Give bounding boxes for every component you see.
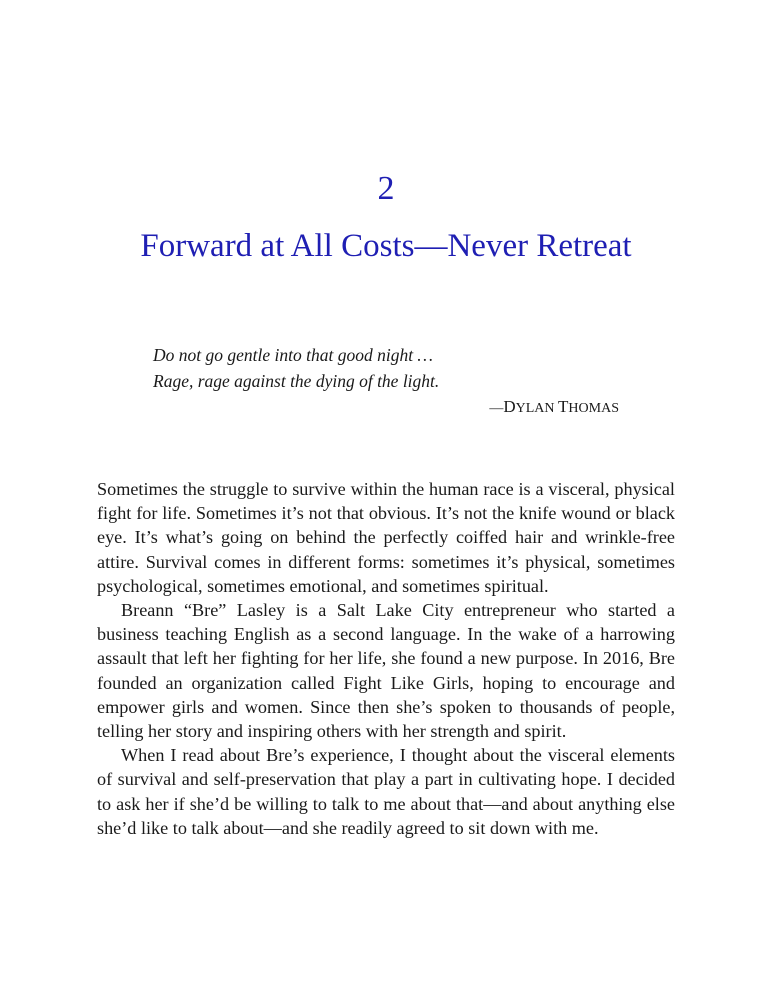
chapter-number: 2 xyxy=(377,170,395,207)
paragraph-1: Sometimes the struggle to survive within the human race is a visceral, physical fight for life. Sometimes it’s not that obvious. It’s not the knife wound or black eye. It’s what’s going on behind the perfectly coiffed hair and wrinkle-free attire. Survival comes in different forms: sometimes it’s physical, sometimes psychological, sometimes emotional, and sometimes spiritual. xyxy=(97,479,675,596)
paragraph-3: When I read about Bre’s experience, I thought about the visceral elements of survival and self-preservation that play a part in cultivating hope. I decided to ask her if she’d be willing to talk to me about that—and about anything else she’d like to talk about—and she readily agreed to sit down with me. xyxy=(97,745,675,838)
attribution-first-initial: D xyxy=(503,397,516,416)
epigraph-attribution xyxy=(153,394,623,422)
attribution-last-initial: T xyxy=(558,397,569,416)
attribution-last-rest: HOMAS xyxy=(568,401,619,416)
attribution-dash: — xyxy=(489,401,504,416)
paragraph-2: Breann “Bre” Lasley is a Salt Lake City entrepreneur who started a business teaching English as a second language. In the wake of a harrowing assault that left her fighting for her life, she found a new purpose. In 2016, Bre founded an organization called Fight Like Girls, hoping to encourage and empower girls and women. Since then she’s spoken to thousands of people, telling her story and inspiring others with her strength and spirit. xyxy=(97,600,675,742)
epigraph-line-2: Rage, rage against the dying of the light. xyxy=(153,371,440,391)
epigraph xyxy=(153,342,623,422)
chapter-title: Forward at All Costs—Never Retreat xyxy=(140,228,632,264)
attribution-first-rest: YLAN xyxy=(515,401,555,416)
body-text xyxy=(97,477,675,840)
epigraph-line-1: Do not go gentle into that good night … xyxy=(153,345,433,365)
